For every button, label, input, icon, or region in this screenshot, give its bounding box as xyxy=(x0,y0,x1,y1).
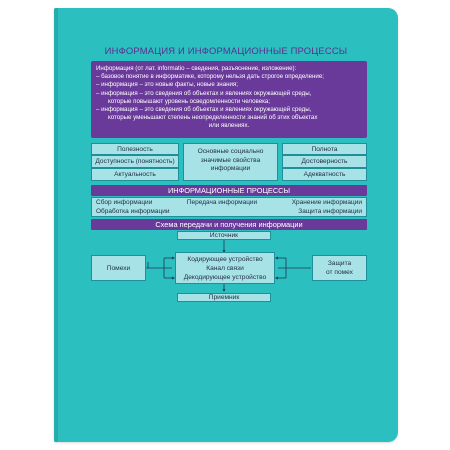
processes-row xyxy=(91,197,367,207)
properties-center-line: Основные социально xyxy=(197,148,264,155)
definition-line: Информация (от лат. informatio – сведения, разъяснение, изложение): xyxy=(96,65,297,72)
noise-protection-box xyxy=(312,255,367,281)
process-storage: Хранение информации xyxy=(291,199,362,206)
definition-line: – информация – это сведения об объектах и явлениях окружающей среды, xyxy=(96,89,312,97)
scheme-heading: Схема передачи и получения информации xyxy=(91,219,367,230)
cover-title: ИНФОРМАЦИЯ И ИНФОРМАЦИОННЫЕ ПРОЦЕССЫ xyxy=(104,45,348,56)
property-relevance: Актуальность xyxy=(91,168,179,181)
protection-line: от помех xyxy=(326,269,353,276)
property-reliability: Достоверность xyxy=(282,155,367,168)
property-accessibility: Доступность (понятность) xyxy=(91,155,179,168)
process-transmission: Передача информации xyxy=(186,199,258,206)
property-usefulness: Полезность xyxy=(91,143,179,155)
receiver-box: Приемник xyxy=(177,293,271,302)
processes-heading: ИНФОРМАЦИОННЫЕ ПРОЦЕССЫ xyxy=(91,185,367,196)
process-collection: Сбор информации xyxy=(96,199,153,206)
definition-panel xyxy=(91,61,367,138)
source-box: Источник xyxy=(177,231,271,240)
process-processing: Обработка информации xyxy=(96,208,170,215)
channel-label: Канал связи xyxy=(206,264,244,272)
protection-line: Защита xyxy=(327,260,352,267)
processes-row xyxy=(91,207,367,217)
definition-line: – информация – это новые факты, новые знания; xyxy=(96,81,238,89)
decoder-label: Декодирующее устройство xyxy=(183,273,267,281)
properties-center-line: информации xyxy=(210,165,251,172)
property-adequacy: Адекватность xyxy=(282,168,367,181)
process-protection: Защита информации xyxy=(298,208,362,215)
notebook-cover xyxy=(54,8,398,442)
definition-line: или явлениях. xyxy=(208,122,250,130)
definition-line: – базовое понятие в информатике, которому нельзя дать строгое определение; xyxy=(96,73,324,81)
encoder-label: Кодирующее устройство xyxy=(187,255,263,263)
noise-box: Помехи xyxy=(91,255,146,281)
properties-center-box xyxy=(183,143,278,181)
definition-line: которые уменьшают степень неопределенности знаний об этих объектах xyxy=(108,114,318,122)
definition-line: которые повышают уровень осведомленности человека; xyxy=(108,97,271,105)
properties-center-line: значимые свойства xyxy=(200,156,261,164)
cover-spine xyxy=(54,8,58,442)
property-completeness: Полнота xyxy=(282,143,367,155)
definition-line: – информация – это сведения об объектах и явлениях окружающей среды, xyxy=(96,106,312,114)
channel-box xyxy=(175,252,275,284)
